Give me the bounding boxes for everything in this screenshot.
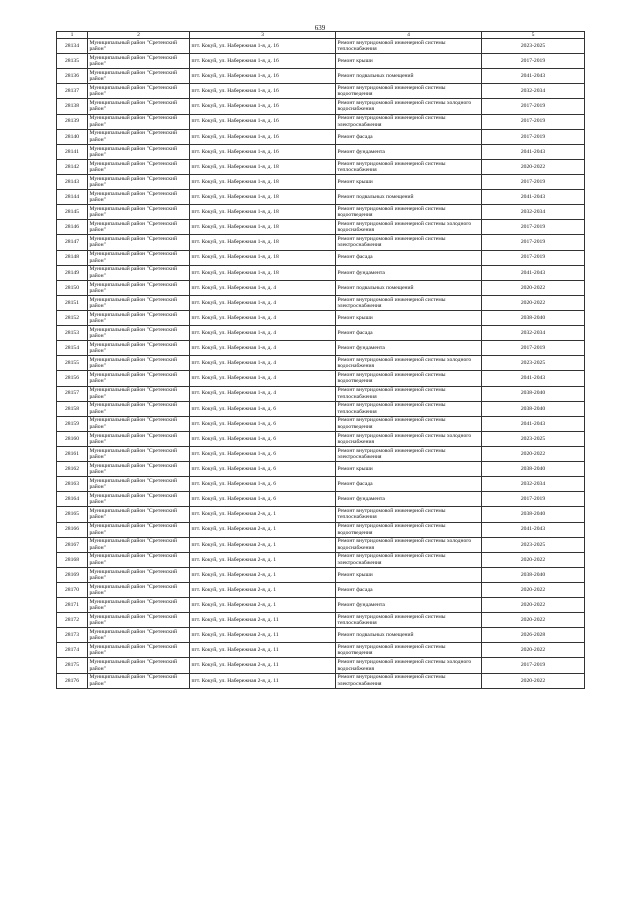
work-type-cell: Ремонт фасада	[336, 326, 482, 341]
address-cell: пгт. Кокуй, ул. Набережная 1-я, д. 16	[190, 114, 336, 129]
table-row	[57, 144, 585, 159]
row-number-cell: 28142	[57, 159, 88, 174]
work-type-cell: Ремонт внутридомовой инженерной системы электроснабжения	[336, 552, 482, 567]
address-cell: пгт. Кокуй, ул. Набережная 1-я, д. 16	[190, 69, 336, 84]
municipality-cell: Муниципальный район "Сретенский район"	[88, 341, 190, 356]
address-cell: пгт. Кокуй, ул. Набережная 1-я, д. 4	[190, 341, 336, 356]
table-row	[57, 567, 585, 582]
period-cell: 2041-2043	[482, 416, 585, 431]
address-cell: пгт. Кокуй, ул. Набережная 1-я, д. 16	[190, 54, 336, 69]
row-number-cell: 28156	[57, 371, 88, 386]
address-cell: пгт. Кокуй, ул. Набережная 2-я, д. 11	[190, 658, 336, 673]
municipality-cell: Муниципальный район "Сретенский район"	[88, 295, 190, 310]
address-cell: пгт. Кокуй, ул. Набережная 1-я, д. 4	[190, 280, 336, 295]
address-cell: пгт. Кокуй, ул. Набережная 1-я, д. 18	[190, 250, 336, 265]
work-type-cell: Ремонт крыши	[336, 310, 482, 325]
column-header: 2	[88, 32, 190, 39]
address-cell: пгт. Кокуй, ул. Набережная 1-я, д. 18	[190, 220, 336, 235]
municipality-cell: Муниципальный район "Сретенский район"	[88, 431, 190, 446]
table-row	[57, 492, 585, 507]
row-number-cell: 28136	[57, 69, 88, 84]
table-row	[57, 99, 585, 114]
municipality-cell: Муниципальный район "Сретенский район"	[88, 446, 190, 461]
table-row	[57, 477, 585, 492]
row-number-cell: 28172	[57, 613, 88, 628]
address-cell: пгт. Кокуй, ул. Набережная 1-я, д. 6	[190, 431, 336, 446]
address-cell: пгт. Кокуй, ул. Набережная 1-я, д. 4	[190, 386, 336, 401]
municipality-cell: Муниципальный район "Сретенский район"	[88, 99, 190, 114]
address-cell: пгт. Кокуй, ул. Набережная 2-я, д. 1	[190, 567, 336, 582]
row-number-cell: 28169	[57, 567, 88, 582]
municipality-cell: Муниципальный район "Сретенский район"	[88, 477, 190, 492]
row-number-cell: 28137	[57, 84, 88, 99]
table-row	[57, 84, 585, 99]
work-type-cell: Ремонт крыши	[336, 567, 482, 582]
row-number-cell: 28166	[57, 522, 88, 537]
table-row	[57, 235, 585, 250]
column-header: 4	[336, 32, 482, 39]
address-cell: пгт. Кокуй, ул. Набережная 1-я, д. 6	[190, 477, 336, 492]
row-number-cell: 28157	[57, 386, 88, 401]
period-cell: 2038-2040	[482, 401, 585, 416]
work-type-cell: Ремонт внутридомовой инженерной системы теплоснабжения	[336, 159, 482, 174]
address-cell: пгт. Кокуй, ул. Набережная 1-я, д. 18	[190, 265, 336, 280]
period-cell: 2020-2022	[482, 598, 585, 613]
period-cell: 2038-2040	[482, 310, 585, 325]
period-cell: 2041-2043	[482, 190, 585, 205]
work-type-cell: Ремонт фундамента	[336, 265, 482, 280]
work-type-cell: Ремонт внутридомовой инженерной системы электроснабжения	[336, 446, 482, 461]
row-number-cell: 28165	[57, 507, 88, 522]
row-number-cell: 28147	[57, 235, 88, 250]
row-number-cell: 28175	[57, 658, 88, 673]
address-cell: пгт. Кокуй, ул. Набережная 1-я, д. 4	[190, 310, 336, 325]
work-type-cell: Ремонт внутридомовой инженерной системы холодного водоснабжения	[336, 658, 482, 673]
address-cell: пгт. Кокуй, ул. Набережная 2-я, д. 1	[190, 598, 336, 613]
period-cell: 2020-2022	[482, 159, 585, 174]
municipality-cell: Муниципальный район "Сретенский район"	[88, 492, 190, 507]
period-cell: 2020-2022	[482, 446, 585, 461]
row-number-cell: 28145	[57, 205, 88, 220]
period-cell: 2020-2022	[482, 582, 585, 597]
municipality-cell: Муниципальный район "Сретенский район"	[88, 39, 190, 54]
municipality-cell: Муниципальный район "Сретенский район"	[88, 54, 190, 69]
work-type-cell: Ремонт фундамента	[336, 492, 482, 507]
row-number-cell: 28161	[57, 446, 88, 461]
address-cell: пгт. Кокуй, ул. Набережная 2-я, д. 1	[190, 522, 336, 537]
work-type-cell: Ремонт внутридомовой инженерной системы электроснабжения	[336, 295, 482, 310]
work-type-cell: Ремонт внутридомовой инженерной системы водоотведения	[336, 205, 482, 220]
table-row	[57, 537, 585, 552]
period-cell: 2017-2019	[482, 658, 585, 673]
table-row	[57, 129, 585, 144]
repair-schedule-table	[56, 31, 585, 689]
work-type-cell: Ремонт внутридомовой инженерной системы теплоснабжения	[336, 39, 482, 54]
period-cell: 2020-2022	[482, 613, 585, 628]
address-cell: пгт. Кокуй, ул. Набережная 2-я, д. 11	[190, 613, 336, 628]
row-number-cell: 28148	[57, 250, 88, 265]
table-row	[57, 159, 585, 174]
row-number-cell: 28176	[57, 673, 88, 688]
work-type-cell: Ремонт подвальных помещений	[336, 190, 482, 205]
work-type-cell: Ремонт внутридомовой инженерной системы теплоснабжения	[336, 613, 482, 628]
address-cell: пгт. Кокуй, ул. Набережная 1-я, д. 6	[190, 416, 336, 431]
row-number-cell: 28160	[57, 431, 88, 446]
municipality-cell: Муниципальный район "Сретенский район"	[88, 310, 190, 325]
work-type-cell: Ремонт подвальных помещений	[336, 69, 482, 84]
address-cell: пгт. Кокуй, ул. Набережная 2-я, д. 1	[190, 552, 336, 567]
work-type-cell: Ремонт фасада	[336, 582, 482, 597]
table-row	[57, 598, 585, 613]
row-number-cell: 28163	[57, 477, 88, 492]
period-cell: 2020-2022	[482, 552, 585, 567]
period-cell: 2038-2040	[482, 462, 585, 477]
period-cell: 2023-2025	[482, 39, 585, 54]
table-row	[57, 628, 585, 643]
row-number-cell: 28140	[57, 129, 88, 144]
table-row	[57, 174, 585, 189]
table-row	[57, 446, 585, 461]
table-row	[57, 356, 585, 371]
work-type-cell: Ремонт фасада	[336, 250, 482, 265]
address-cell: пгт. Кокуй, ул. Набережная 1-я, д. 18	[190, 159, 336, 174]
work-type-cell: Ремонт внутридомовой инженерной системы электроснабжения	[336, 114, 482, 129]
row-number-cell: 28144	[57, 190, 88, 205]
municipality-cell: Муниципальный район "Сретенский район"	[88, 326, 190, 341]
municipality-cell: Муниципальный район "Сретенский район"	[88, 628, 190, 643]
address-cell: пгт. Кокуй, ул. Набережная 1-я, д. 16	[190, 129, 336, 144]
address-cell: пгт. Кокуй, ул. Набережная 1-я, д. 16	[190, 99, 336, 114]
work-type-cell: Ремонт внутридомовой инженерной системы холодного водоснабжения	[336, 431, 482, 446]
municipality-cell: Муниципальный район "Сретенский район"	[88, 69, 190, 84]
address-cell: пгт. Кокуй, ул. Набережная 1-я, д. 4	[190, 326, 336, 341]
work-type-cell: Ремонт крыши	[336, 174, 482, 189]
municipality-cell: Муниципальный район "Сретенский район"	[88, 190, 190, 205]
row-number-cell: 28168	[57, 552, 88, 567]
address-cell: пгт. Кокуй, ул. Набережная 2-я, д. 1	[190, 507, 336, 522]
municipality-cell: Муниципальный район "Сретенский район"	[88, 114, 190, 129]
address-cell: пгт. Кокуй, ул. Набережная 1-я, д. 16	[190, 39, 336, 54]
row-number-cell: 28141	[57, 144, 88, 159]
row-number-cell: 28162	[57, 462, 88, 477]
address-cell: пгт. Кокуй, ул. Набережная 2-я, д. 11	[190, 628, 336, 643]
address-cell: пгт. Кокуй, ул. Набережная 1-я, д. 4	[190, 356, 336, 371]
table-row	[57, 280, 585, 295]
municipality-cell: Муниципальный район "Сретенский район"	[88, 507, 190, 522]
row-number-cell: 28171	[57, 598, 88, 613]
work-type-cell: Ремонт внутридомовой инженерной системы теплоснабжения	[336, 386, 482, 401]
period-cell: 2032-2034	[482, 477, 585, 492]
row-number-cell: 28134	[57, 39, 88, 54]
municipality-cell: Муниципальный район "Сретенский район"	[88, 250, 190, 265]
address-cell: пгт. Кокуй, ул. Набережная 1-я, д. 18	[190, 190, 336, 205]
work-type-cell: Ремонт подвальных помещений	[336, 280, 482, 295]
period-cell: 2032-2034	[482, 205, 585, 220]
period-cell: 2020-2022	[482, 673, 585, 688]
period-cell: 2032-2034	[482, 326, 585, 341]
table-row	[57, 552, 585, 567]
address-cell: пгт. Кокуй, ул. Набережная 1-я, д. 6	[190, 492, 336, 507]
address-cell: пгт. Кокуй, ул. Набережная 1-я, д. 18	[190, 235, 336, 250]
municipality-cell: Муниципальный район "Сретенский район"	[88, 159, 190, 174]
address-cell: пгт. Кокуй, ул. Набережная 1-я, д. 16	[190, 144, 336, 159]
work-type-cell: Ремонт внутридомовой инженерной системы теплоснабжения	[336, 507, 482, 522]
period-cell: 2026-2028	[482, 628, 585, 643]
address-cell: пгт. Кокуй, ул. Набережная 2-я, д. 1	[190, 537, 336, 552]
table-row	[57, 39, 585, 54]
period-cell: 2041-2043	[482, 144, 585, 159]
period-cell: 2017-2019	[482, 220, 585, 235]
municipality-cell: Муниципальный район "Сретенский район"	[88, 144, 190, 159]
table-row	[57, 54, 585, 69]
work-type-cell: Ремонт внутридомовой инженерной системы электроснабжения	[336, 235, 482, 250]
period-cell: 2017-2019	[482, 341, 585, 356]
work-type-cell: Ремонт крыши	[336, 54, 482, 69]
address-cell: пгт. Кокуй, ул. Набережная 1-я, д. 16	[190, 84, 336, 99]
table-row	[57, 658, 585, 673]
table-row	[57, 386, 585, 401]
row-number-cell: 28167	[57, 537, 88, 552]
column-header: 5	[482, 32, 585, 39]
address-cell: пгт. Кокуй, ул. Набережная 1-я, д. 18	[190, 174, 336, 189]
row-number-cell: 28151	[57, 295, 88, 310]
period-cell: 2032-2034	[482, 84, 585, 99]
row-number-cell: 28158	[57, 401, 88, 416]
table-row	[57, 69, 585, 84]
work-type-cell: Ремонт внутридомовой инженерной системы холодного водоснабжения	[336, 356, 482, 371]
table-row	[57, 462, 585, 477]
work-type-cell: Ремонт внутридомовой инженерной системы электроснабжения	[336, 673, 482, 688]
row-number-cell: 28153	[57, 326, 88, 341]
work-type-cell: Ремонт внутридомовой инженерной системы водоотведения	[336, 522, 482, 537]
work-type-cell: Ремонт фундамента	[336, 144, 482, 159]
work-type-cell: Ремонт крыши	[336, 462, 482, 477]
table-row	[57, 431, 585, 446]
table-row	[57, 613, 585, 628]
municipality-cell: Муниципальный район "Сретенский район"	[88, 356, 190, 371]
municipality-cell: Муниципальный район "Сретенский район"	[88, 401, 190, 416]
period-cell: 2023-2025	[482, 537, 585, 552]
row-number-cell: 28139	[57, 114, 88, 129]
municipality-cell: Муниципальный район "Сретенский район"	[88, 462, 190, 477]
table-row	[57, 401, 585, 416]
address-cell: пгт. Кокуй, ул. Набережная 1-я, д. 6	[190, 446, 336, 461]
period-cell: 2041-2043	[482, 265, 585, 280]
work-type-cell: Ремонт внутридомовой инженерной системы водоотведения	[336, 371, 482, 386]
table-row	[57, 341, 585, 356]
row-number-cell: 28149	[57, 265, 88, 280]
period-cell: 2017-2019	[482, 54, 585, 69]
municipality-cell: Муниципальный район "Сретенский район"	[88, 220, 190, 235]
municipality-cell: Муниципальный район "Сретенский район"	[88, 265, 190, 280]
work-type-cell: Ремонт внутридомовой инженерной системы водоотведения	[336, 643, 482, 658]
table-row	[57, 507, 585, 522]
table-row	[57, 205, 585, 220]
period-cell: 2017-2019	[482, 492, 585, 507]
period-cell: 2020-2022	[482, 280, 585, 295]
row-number-cell: 28174	[57, 643, 88, 658]
column-header: 1	[57, 32, 88, 39]
table-row	[57, 220, 585, 235]
address-cell: пгт. Кокуй, ул. Набережная 2-я, д. 11	[190, 673, 336, 688]
municipality-cell: Муниципальный район "Сретенский район"	[88, 567, 190, 582]
address-cell: пгт. Кокуй, ул. Набережная 2-я, д. 1	[190, 582, 336, 597]
row-number-cell: 28164	[57, 492, 88, 507]
work-type-cell: Ремонт внутридомовой инженерной системы водоотведения	[336, 84, 482, 99]
column-header: 3	[190, 32, 336, 39]
municipality-cell: Муниципальный район "Сретенский район"	[88, 522, 190, 537]
period-cell: 2023-2025	[482, 431, 585, 446]
row-number-cell: 28143	[57, 174, 88, 189]
work-type-cell: Ремонт фундамента	[336, 598, 482, 613]
work-type-cell: Ремонт внутридомовой инженерной системы холодного водоснабжения	[336, 537, 482, 552]
table-row	[57, 265, 585, 280]
address-cell: пгт. Кокуй, ул. Набережная 1-я, д. 4	[190, 295, 336, 310]
work-type-cell: Ремонт внутридомовой инженерной системы холодного водоснабжения	[336, 99, 482, 114]
row-number-cell: 28155	[57, 356, 88, 371]
row-number-cell: 28152	[57, 310, 88, 325]
municipality-cell: Муниципальный район "Сретенский район"	[88, 386, 190, 401]
municipality-cell: Муниципальный район "Сретенский район"	[88, 552, 190, 567]
municipality-cell: Муниципальный район "Сретенский район"	[88, 416, 190, 431]
row-number-cell: 28146	[57, 220, 88, 235]
row-number-cell: 28173	[57, 628, 88, 643]
row-number-cell: 28170	[57, 582, 88, 597]
address-cell: пгт. Кокуй, ул. Набережная 1-я, д. 6	[190, 462, 336, 477]
period-cell: 2017-2019	[482, 129, 585, 144]
work-type-cell: Ремонт фундамента	[336, 341, 482, 356]
work-type-cell: Ремонт внутридомовой инженерной системы теплоснабжения	[336, 401, 482, 416]
address-cell: пгт. Кокуй, ул. Набережная 1-я, д. 4	[190, 371, 336, 386]
municipality-cell: Муниципальный район "Сретенский район"	[88, 205, 190, 220]
municipality-cell: Муниципальный район "Сретенский район"	[88, 129, 190, 144]
period-cell: 2017-2019	[482, 99, 585, 114]
period-cell: 2038-2040	[482, 507, 585, 522]
table-row	[57, 522, 585, 537]
row-number-cell: 28150	[57, 280, 88, 295]
period-cell: 2023-2025	[482, 356, 585, 371]
period-cell: 2038-2040	[482, 567, 585, 582]
table-row	[57, 114, 585, 129]
address-cell: пгт. Кокуй, ул. Набережная 1-я, д. 6	[190, 401, 336, 416]
municipality-cell: Муниципальный район "Сретенский район"	[88, 84, 190, 99]
work-type-cell: Ремонт внутридомовой инженерной системы холодного водоснабжения	[336, 220, 482, 235]
period-cell: 2017-2019	[482, 250, 585, 265]
municipality-cell: Муниципальный район "Сретенский район"	[88, 613, 190, 628]
address-cell: пгт. Кокуй, ул. Набережная 2-я, д. 11	[190, 643, 336, 658]
municipality-cell: Муниципальный район "Сретенский район"	[88, 280, 190, 295]
table-row	[57, 190, 585, 205]
table-row	[57, 310, 585, 325]
work-type-cell: Ремонт внутридомовой инженерной системы водоотведения	[336, 416, 482, 431]
table-row	[57, 295, 585, 310]
municipality-cell: Муниципальный район "Сретенский район"	[88, 235, 190, 250]
municipality-cell: Муниципальный район "Сретенский район"	[88, 174, 190, 189]
table-row	[57, 582, 585, 597]
period-cell: 2020-2022	[482, 643, 585, 658]
period-cell: 2041-2043	[482, 522, 585, 537]
period-cell: 2017-2019	[482, 114, 585, 129]
period-cell: 2020-2022	[482, 295, 585, 310]
municipality-cell: Муниципальный район "Сретенский район"	[88, 582, 190, 597]
page-number: 639	[314, 24, 326, 32]
row-number-cell: 28135	[57, 54, 88, 69]
row-number-cell: 28154	[57, 341, 88, 356]
municipality-cell: Муниципальный район "Сретенский район"	[88, 598, 190, 613]
municipality-cell: Муниципальный район "Сретенский район"	[88, 673, 190, 688]
table-row	[57, 250, 585, 265]
table-row	[57, 371, 585, 386]
period-cell: 2017-2019	[482, 235, 585, 250]
municipality-cell: Муниципальный район "Сретенский район"	[88, 643, 190, 658]
period-cell: 2038-2040	[482, 386, 585, 401]
period-cell: 2017-2019	[482, 174, 585, 189]
municipality-cell: Муниципальный район "Сретенский район"	[88, 537, 190, 552]
table-row	[57, 326, 585, 341]
period-cell: 2041-2043	[482, 69, 585, 84]
column-number-header-row	[57, 32, 585, 39]
work-type-cell: Ремонт фасада	[336, 477, 482, 492]
table-body	[57, 39, 585, 689]
period-cell: 2041-2043	[482, 371, 585, 386]
address-cell: пгт. Кокуй, ул. Набережная 1-я, д. 18	[190, 205, 336, 220]
municipality-cell: Муниципальный район "Сретенский район"	[88, 658, 190, 673]
municipality-cell: Муниципальный район "Сретенский район"	[88, 371, 190, 386]
table-row	[57, 643, 585, 658]
row-number-cell: 28138	[57, 99, 88, 114]
work-type-cell: Ремонт фасада	[336, 129, 482, 144]
table-row	[57, 416, 585, 431]
work-type-cell: Ремонт подвальных помещений	[336, 628, 482, 643]
table-row	[57, 673, 585, 688]
row-number-cell: 28159	[57, 416, 88, 431]
